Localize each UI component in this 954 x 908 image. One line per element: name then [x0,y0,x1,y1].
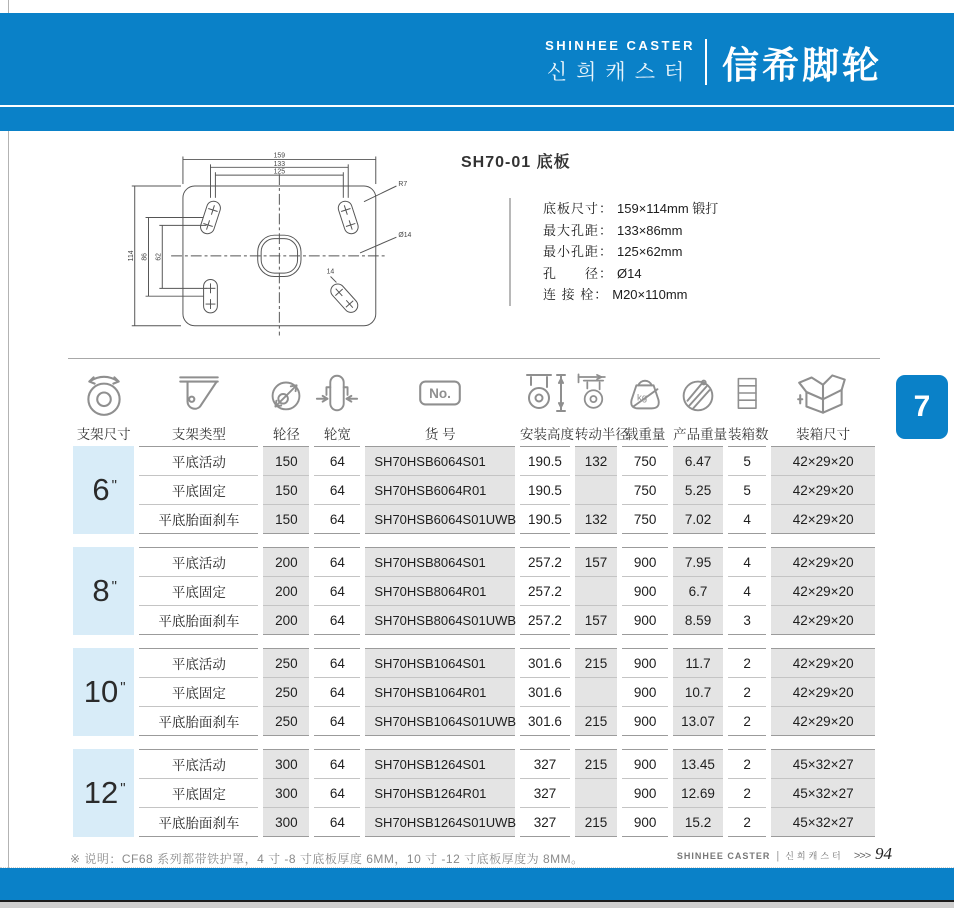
cell-product-weight: 6.7 [673,577,723,606]
slot-top-right [337,199,360,235]
cell-install-height: 257.2 [520,577,570,606]
logo-divider [705,39,707,85]
cell-wheel-width: 64 [314,577,360,606]
cell-wheel-width: 64 [314,707,360,736]
table-row [73,678,875,707]
brand-logo-text [545,38,695,86]
col-header-bracket-type: 支架类型 [139,364,258,446]
table-row [73,779,875,808]
table-header-row [73,364,875,446]
inch-mark: " [120,679,126,696]
cell-install-height: 301.6 [520,648,570,678]
table-row [73,808,875,837]
spec-row-hole-dia [543,263,718,285]
cell-item-no: SH70HSB8064S01UWB [365,606,515,635]
cell-box-qty: 2 [728,808,766,837]
cell-bracket-type: 平底胎面刹车 [139,606,258,635]
cell-load: 900 [622,577,668,606]
cell-load: 900 [622,749,668,779]
cell-box-qty: 4 [728,577,766,606]
cell-bracket-type: 平底胎面刹车 [139,505,258,534]
header-banner [0,13,954,131]
cell-wheel-diameter: 150 [263,446,309,476]
inch-mark: " [120,780,126,797]
cell-wheel-diameter: 200 [263,547,309,577]
spec-row-min-hole [543,241,718,263]
plate-technical-drawing [118,147,423,352]
top-margin-strip [0,0,954,13]
dim-hole-max-w-label: 133 [273,160,286,168]
table-row [73,749,875,779]
table-row [73,505,875,534]
cell-box-size: 45×32×27 [771,749,875,779]
cell-install-height: 327 [520,808,570,837]
col-header-install-height: 安装高度 [520,364,570,446]
col-header-turning-radius: 转动半径 [575,364,617,446]
col-header-wheel-width: 轮宽 [314,364,360,446]
turning-radius-icon [575,366,617,418]
size-cell [73,648,134,736]
cell-product-weight: 10.7 [673,678,723,707]
brand-logo [545,35,882,89]
cell-item-no: SH70HSB1064S01UWB [365,707,515,736]
inch-mark: " [111,477,117,494]
cell-box-qty: 2 [728,779,766,808]
spec-label: 底板尺寸： [543,201,614,216]
wheel-width-icon [314,368,360,418]
cell-turning-radius: 157 [575,606,617,635]
page-number: 94 [875,844,892,863]
cell-item-no: SH70HSB8064S01 [365,547,515,577]
cell-box-size: 42×29×20 [771,547,875,577]
table-row [73,476,875,505]
table-row [73,446,875,476]
spec-value: M20×110mm [612,287,688,302]
cell-load: 900 [622,648,668,678]
footer-arrows: >>> [853,850,870,862]
cell-load: 900 [622,678,668,707]
hole-diameter-label: Ø14 [398,232,412,240]
col-header-product-weight: 产品重量 [673,364,723,446]
size-number: 8 [92,573,110,608]
cell-bracket-type: 平底活动 [139,446,258,476]
cell-wheel-diameter: 300 [263,808,309,837]
product-section [118,147,914,352]
cell-load: 900 [622,606,668,635]
group-gap [73,736,875,749]
dim-hole-max-h-label: 86 [141,253,149,261]
footer-brand-korean: 신희캐스터 [785,851,844,861]
spec-value: Ø14 [617,265,642,281]
cell-install-height: 190.5 [520,476,570,505]
cell-bracket-type: 平底活动 [139,547,258,577]
cell-turning-radius [575,476,617,505]
spec-value: 159×114mm 锻打 [617,201,719,216]
cell-load: 900 [622,779,668,808]
cell-bracket-type: 平底固定 [139,678,258,707]
cell-install-height: 190.5 [520,505,570,534]
cell-product-weight: 11.7 [673,648,723,678]
bottom-blue-bar [0,868,954,902]
load-weight-kg-icon [622,370,668,418]
cell-turning-radius: 132 [575,505,617,534]
item-number-badge-icon [413,368,467,418]
dim-height-label: 114 [127,250,135,262]
cell-load: 750 [622,505,668,534]
group-gap [73,534,875,547]
cell-box-qty: 2 [728,648,766,678]
cell-box-qty: 4 [728,505,766,534]
cell-wheel-diameter: 300 [263,749,309,779]
cell-product-weight: 13.07 [673,707,723,736]
cell-wheel-width: 64 [314,505,360,534]
footer-separator: | [776,850,780,862]
cell-wheel-diameter: 250 [263,707,309,736]
cell-item-no: SH70HSB1264R01 [365,779,515,808]
cell-bracket-type: 平底固定 [139,779,258,808]
slot-bottom-left [204,279,218,312]
size-cell [73,446,134,534]
cell-product-weight: 15.2 [673,808,723,837]
product-weight-icon [675,370,721,418]
size-number: 6 [92,472,110,507]
dim-width-label: 159 [273,152,286,160]
cell-product-weight: 5.25 [673,476,723,505]
cell-box-size: 42×29×20 [771,505,875,534]
spec-value: 133×86mm [617,222,683,238]
cell-wheel-width: 64 [314,678,360,707]
cell-box-size: 42×29×20 [771,707,875,736]
cell-wheel-diameter: 200 [263,577,309,606]
cell-box-size: 45×32×27 [771,808,875,837]
group-gap [73,635,875,648]
cell-load: 900 [622,547,668,577]
cell-load: 750 [622,446,668,476]
page-title: SH70-01 底板 [461,154,571,171]
cell-product-weight: 13.45 [673,749,723,779]
cell-turning-radius [575,577,617,606]
table-row [73,547,875,577]
bracket-icon [174,368,224,418]
cell-box-size: 42×29×20 [771,446,875,476]
col-header-wheel-diameter: 轮径 [263,364,309,446]
cell-bracket-type: 平底固定 [139,476,258,505]
spec-value: 125×62mm [617,244,683,259]
spec-label: 最小孔距： [543,244,614,259]
cell-item-no: SH70HSB1064R01 [365,678,515,707]
table-row [73,648,875,678]
brand-name-english: SHINHEE CASTER [545,38,695,53]
cell-wheel-diameter: 250 [263,678,309,707]
corner-radius-label: R7 [398,181,408,188]
cell-box-qty: 5 [728,476,766,505]
size-number: 12 [83,775,119,810]
cell-turning-radius [575,678,617,707]
cell-wheel-width: 64 [314,446,360,476]
cell-wheel-width: 64 [314,648,360,678]
cell-install-height: 190.5 [520,446,570,476]
cell-install-height: 257.2 [520,547,570,577]
cell-box-qty: 4 [728,547,766,577]
wheel-diameter-icon [263,370,309,418]
cell-box-size: 42×29×20 [771,606,875,635]
cell-item-no: SH70HSB6064R01 [365,476,515,505]
product-info [461,147,718,352]
cell-box-size: 42×29×20 [771,577,875,606]
swivel-wheel-icon [79,368,129,418]
spec-table-section [68,358,880,837]
size-cell [73,547,134,635]
cell-turning-radius: 215 [575,749,617,779]
cell-item-no: SH70HSB1264S01 [365,749,515,779]
table-row [73,707,875,736]
cell-product-weight: 7.95 [673,547,723,577]
box-size-icon [794,366,852,418]
spec-label: 孔 径： [543,265,614,281]
cell-box-size: 45×32×27 [771,779,875,808]
spec-row-max-hole [543,220,718,242]
table-body [73,446,875,837]
col-header-load-capacity: kg 载重量 [622,364,668,446]
col-header-item-no: No. 货 号 [365,364,515,446]
brand-name-korean: 신희캐스터 [546,61,694,84]
col-header-box-size: 装箱尺寸 [771,364,875,446]
cell-product-weight: 7.02 [673,505,723,534]
table-row [73,606,875,635]
bottom-gray-strip [0,902,954,908]
cell-item-no: SH70HSB1264S01UWB [365,808,515,837]
cell-bracket-type: 平底胎面刹车 [139,707,258,736]
cell-turning-radius: 132 [575,446,617,476]
cell-product-weight: 8.59 [673,606,723,635]
footer-brand-line [677,844,892,864]
box-quantity-icon [728,368,766,418]
cell-load: 900 [622,808,668,837]
col-header-bracket-size: 支架尺寸 [73,364,134,446]
cell-turning-radius: 215 [575,707,617,736]
spec-list [509,198,718,306]
cell-box-qty: 5 [728,446,766,476]
banner-rule [0,105,954,107]
cell-box-size: 42×29×20 [771,648,875,678]
cell-wheel-diameter: 150 [263,476,309,505]
inch-mark: " [111,578,117,595]
cell-load: 750 [622,476,668,505]
section-tab-7: 7 [896,375,948,439]
spec-row-bolt [543,284,718,306]
cell-wheel-width: 64 [314,476,360,505]
svg-text:No.: No. [429,386,452,402]
cell-product-weight: 6.47 [673,446,723,476]
cell-wheel-width: 64 [314,606,360,635]
cell-load: 900 [622,707,668,736]
cell-box-size: 42×29×20 [771,476,875,505]
cell-install-height: 301.6 [520,707,570,736]
cell-turning-radius [575,779,617,808]
footer-brand-english: SHINHEE CASTER [676,851,771,861]
dim-hole-min-w-label: 125 [273,168,286,176]
spec-label: 连 接 栓： [543,287,609,302]
cell-bracket-type: 平底活动 [139,648,258,678]
install-height-icon [521,366,569,418]
cell-wheel-width: 64 [314,749,360,779]
cell-item-no: SH70HSB1064S01 [365,648,515,678]
cell-wheel-diameter: 200 [263,606,309,635]
cell-wheel-diameter: 300 [263,779,309,808]
cell-box-size: 42×29×20 [771,678,875,707]
plate-drawing-svg [118,147,423,347]
size-cell [73,749,134,837]
cell-install-height: 257.2 [520,606,570,635]
cell-bracket-type: 平底固定 [139,577,258,606]
col-header-box-quantity: 装箱数 [728,364,766,446]
cell-item-no: SH70HSB8064R01 [365,577,515,606]
cell-box-qty: 2 [728,678,766,707]
cell-product-weight: 12.69 [673,779,723,808]
cell-bracket-type: 平底胎面刹车 [139,808,258,837]
size-number: 10 [83,674,119,709]
cell-item-no: SH70HSB6064S01UWB [365,505,515,534]
cell-wheel-width: 64 [314,779,360,808]
spec-label: 最大孔距： [543,222,614,238]
cell-box-qty: 2 [728,749,766,779]
slot-dim-label: 14 [326,268,335,276]
cell-bracket-type: 平底活动 [139,749,258,779]
footnote: ※ 说明：CF68 系列都带铁护罩，4 寸 -8 寸底板厚度 6MM，10 寸 -12 寸底板厚度为 8MM。 [70,852,584,866]
dim-hole-min-h-label: 62 [155,253,163,261]
page-left-edge [8,0,9,908]
cell-item-no: SH70HSB6064S01 [365,446,515,476]
svg-text:kg: kg [637,392,648,404]
cell-box-qty: 2 [728,707,766,736]
brand-name-chinese: 信希脚轮 [722,45,882,86]
spec-table [68,364,880,837]
cell-install-height: 327 [520,749,570,779]
slot-bottom-right [328,281,361,315]
table-row [73,577,875,606]
cell-install-height: 327 [520,779,570,808]
cell-turning-radius: 157 [575,547,617,577]
cell-wheel-diameter: 250 [263,648,309,678]
cell-wheel-diameter: 150 [263,505,309,534]
spec-row-plate-size [543,198,718,220]
cell-wheel-width: 64 [314,547,360,577]
cell-install-height: 301.6 [520,678,570,707]
cell-turning-radius: 215 [575,808,617,837]
cell-box-qty: 3 [728,606,766,635]
cell-turning-radius: 215 [575,648,617,678]
cell-wheel-width: 64 [314,808,360,837]
